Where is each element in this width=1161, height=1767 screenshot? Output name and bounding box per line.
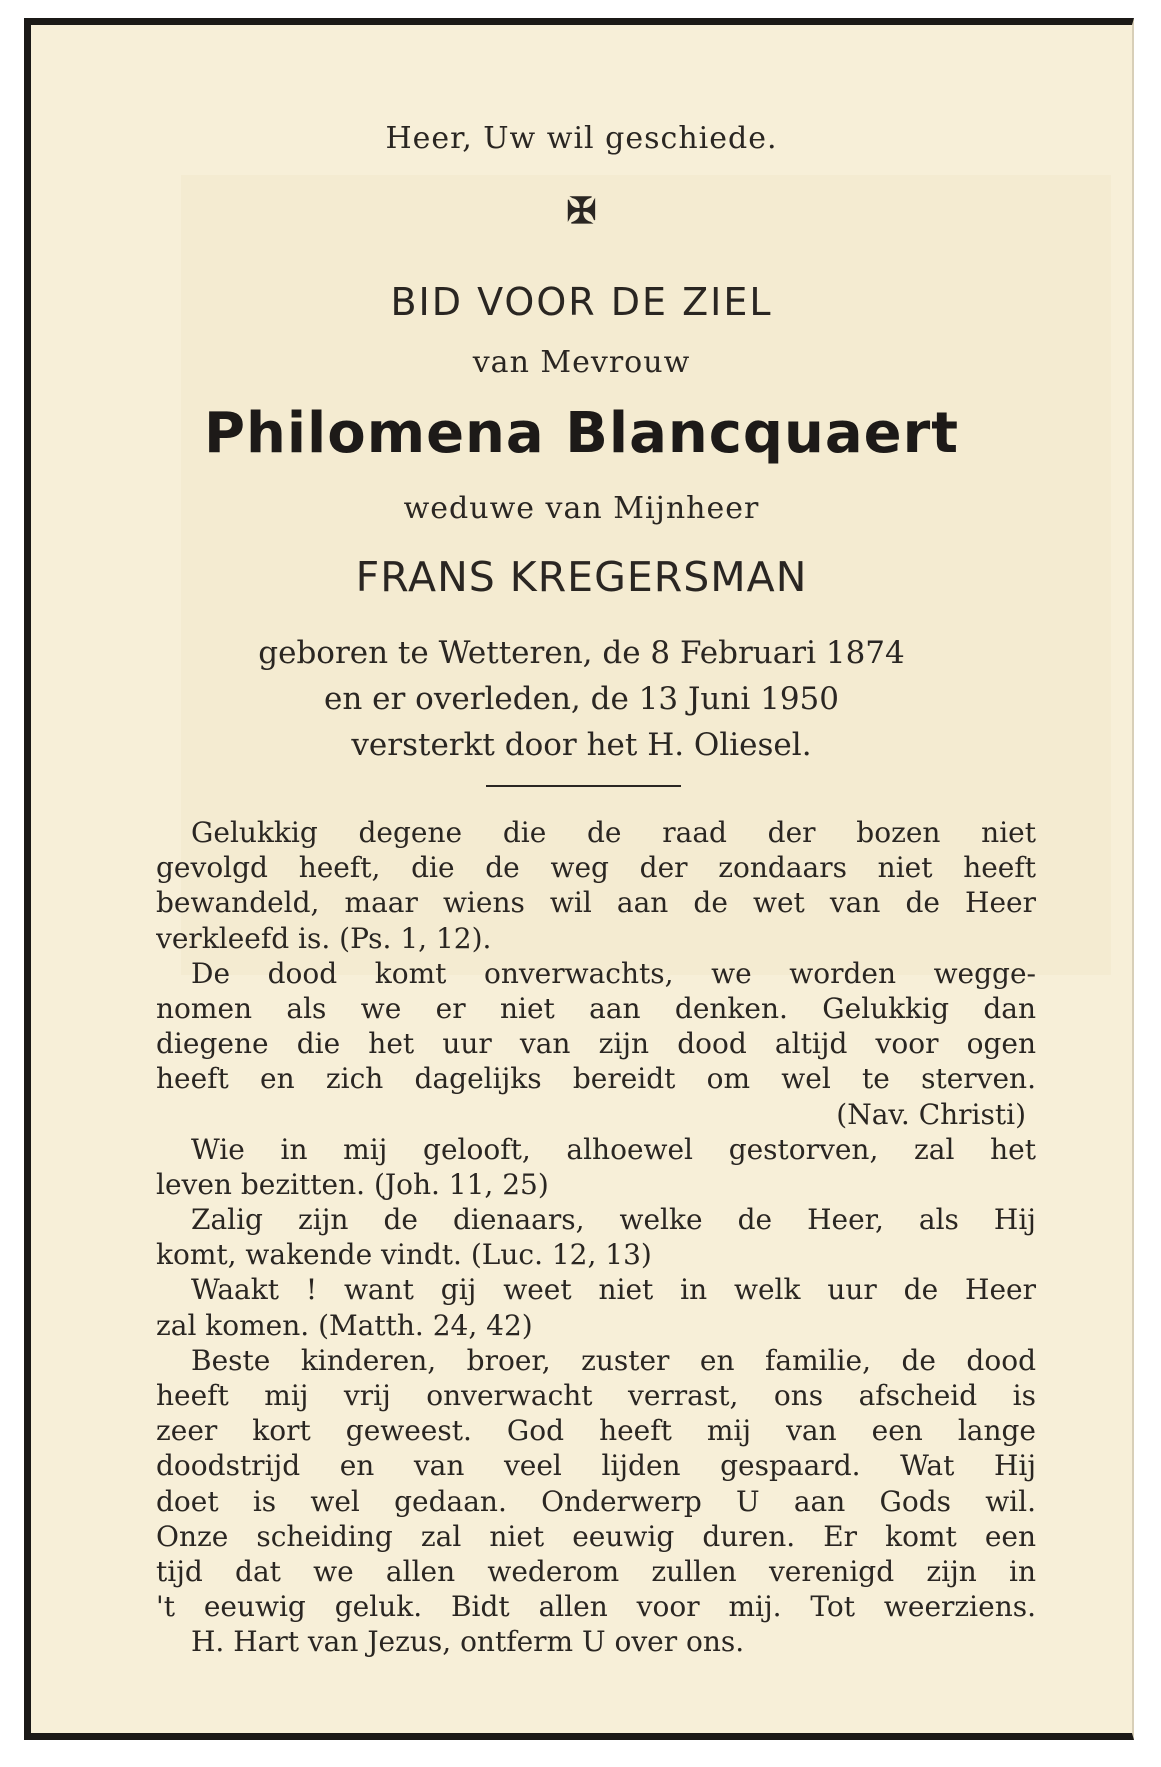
verse-line: De dood komt onverwachts, we worden wegge- (191, 956, 1036, 990)
verse-line: gevolgd heeft, die de weg der zondaars niet heeft (156, 851, 1036, 885)
husband-name: FRANS KREGERSMAN (355, 553, 808, 601)
honorific: van Mevrouw (472, 345, 691, 380)
verse-line: 't eeuwig geluk. Bidt allen voor mij. Tot weerziens. (156, 1590, 1036, 1624)
motto: Heer, Uw wil geschiede. (385, 121, 778, 156)
verse-line: diegene die het uur van zijn dood altijd voor ogen (156, 1027, 1036, 1061)
verse-line: Onze scheiding zal niet eeuwig duren. Er komt een (156, 1519, 1036, 1553)
verses-block (156, 815, 1036, 1660)
verse-line: leven bezitten. (Joh. 11, 25) (156, 1167, 549, 1201)
verse-line: bewandeld, maar wiens wil aan de wet van de Heer (156, 886, 1036, 920)
verse-line: Gelukkig degene die de raad der bozen niet (191, 816, 1036, 849)
verse-line: Zalig zijn de dienaars, welke de Heer, als Hij (191, 1203, 1036, 1237)
prayer-heading: BID VOOR DE ZIEL (390, 280, 773, 324)
verse-line: (Nav. Christi) (836, 1097, 1026, 1131)
verse-line: tijd dat we allen wederom zullen verenigd zijn in (156, 1554, 1036, 1588)
divider (486, 785, 681, 787)
memorial-card (24, 18, 1134, 1740)
verse-line: nomen als we er niet aan denken. Gelukkig dan (156, 991, 1036, 1025)
verse-line: Beste kinderen, broer, zuster en familie, de dood (191, 1343, 1036, 1377)
verse-line: doet is wel gedaan. Onderwerp U aan Gods wil. (156, 1484, 1036, 1518)
cross-icon: ✠ (566, 190, 597, 232)
verse-line: zal komen. (Matth. 24, 42) (156, 1308, 533, 1342)
verse-line: doodstrijd en van veel lijden gespaard. Wat Hij (156, 1449, 1036, 1483)
verse-line: komt, wakende vindt. (Luc. 12, 13) (156, 1238, 652, 1272)
verse-line: Wie in mij gelooft, alhoewel gestorven, zal het (191, 1132, 1036, 1166)
verse-line: zeer kort geweest. God heeft mij van een lange (156, 1414, 1036, 1448)
verse-line: heeft mij vrij onverwacht verrast, ons afscheid is (156, 1379, 1036, 1412)
verse-line: Waakt ! want gij weet niet in welk uur de Heer (191, 1273, 1036, 1307)
verse-line: verkleefd is. (Ps. 1, 12). (156, 921, 492, 955)
widow-of: weduwe van Mijnheer (403, 491, 760, 526)
birth-line: geboren te Wetteren, de 8 Februari 1874 (258, 635, 905, 671)
sacrament-line: versterkt door het H. Oliesel. (351, 727, 812, 763)
verse-line: H. Hart van Jezus, ontferm U over ons. (191, 1625, 745, 1659)
death-line: en er overleden, de 13 Juni 1950 (323, 681, 839, 717)
deceased-name: Philomena Blancquaert (203, 401, 960, 466)
verse-line: heeft en zich dagelijks bereidt om wel te sterven. (156, 1062, 1036, 1096)
